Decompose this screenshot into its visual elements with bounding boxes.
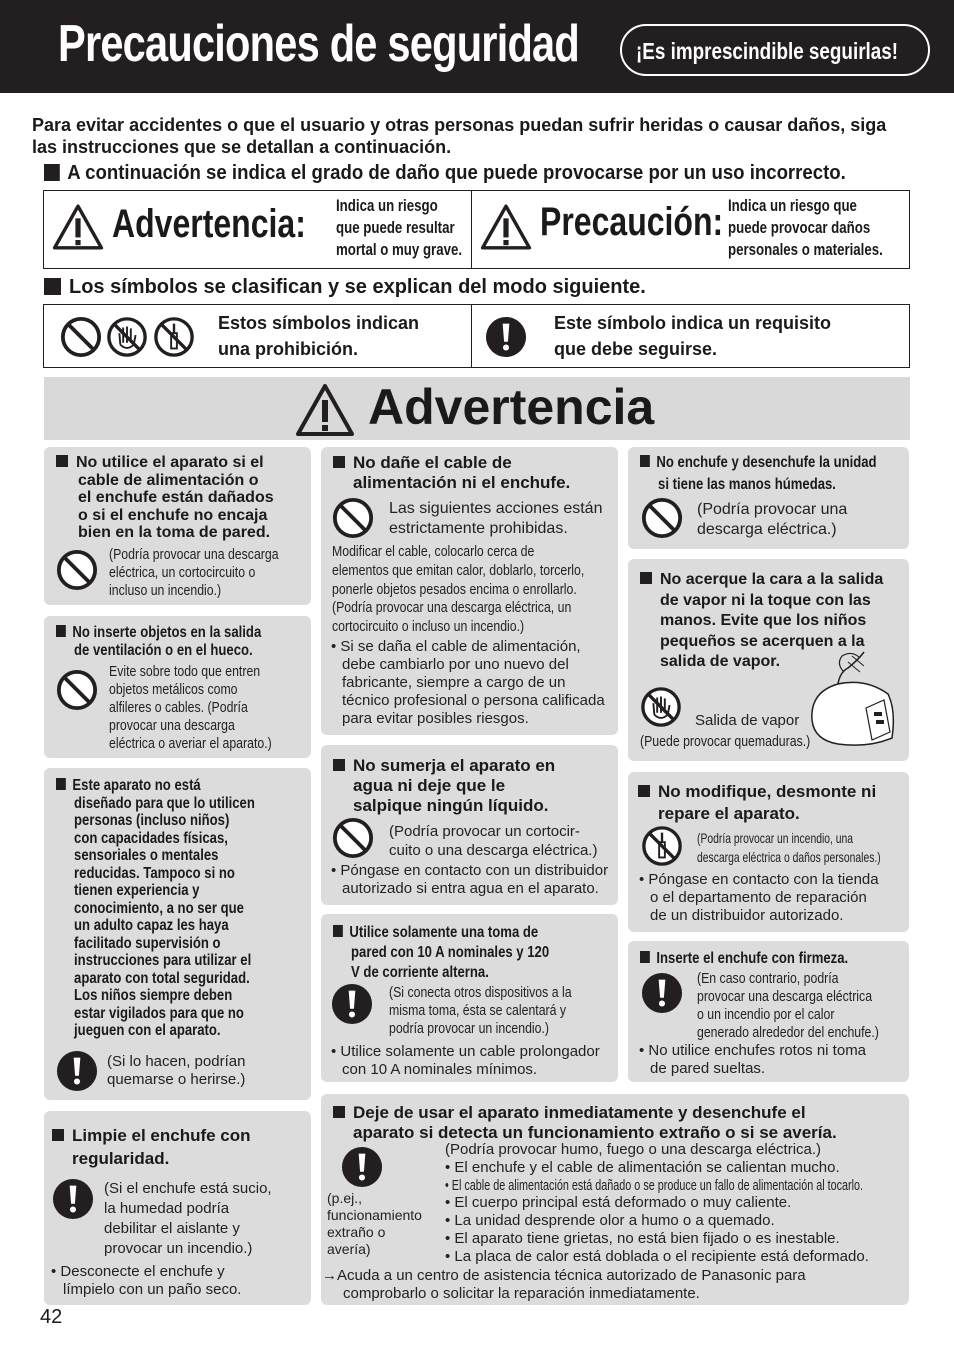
intro-text: Para evitar accidentes o que el usuario y otras personas puedan sufrir heridas o causar daños, siga las instrucciones que se detallan a continuación. [32, 115, 887, 157]
prohibition-icon [56, 549, 98, 591]
mandatory-icon [341, 1146, 383, 1188]
steam-vent-label: Salida de vapor [695, 712, 800, 729]
section-heading-damage: A continuación se indica el grado de daño que puede provocarse por un uso incorrecto. [44, 162, 846, 185]
card-title: Utilice solamente una toma de pared con 10 A nominales y 120 V de corriente alterna. [333, 923, 597, 983]
section-heading-symbols: Los símbolos se clasifican y se explican del modo siguiente. [44, 276, 646, 299]
card-bullet: • Póngase en contacto con un distribuidor autorizado si entra agua en el aparato. [331, 862, 609, 897]
square-bullet-icon [56, 455, 68, 467]
no-disassemble-icon [641, 825, 683, 867]
card-title: No enchufe y desenchufe la unidad si tiene las manos húmedas. [640, 452, 929, 496]
card-note: (Podría provocar una descarga eléctrica, un cortocircuito o incluso un incendio.) [109, 546, 279, 599]
no-disassemble-icon [153, 316, 195, 358]
card-title: No utilice el aparato si el cable de alimentación o el enchufe están dañados o si el enchufe no encaja bien en la toma de pared. [56, 454, 274, 542]
card-title: Inserte el enchufe con firmeza. [640, 950, 894, 968]
card-note: (Si conecta otros dispositivos a la misma toma, ésta se calentará y podría provocar un incendio.) [389, 984, 572, 1037]
card-note: (Podría provocar una descarga eléctrica.) [697, 501, 848, 538]
card-note: (Podría provocar un cortocir- cuito o una descarga eléctrica.) [389, 823, 598, 859]
warning-triangle-icon [52, 203, 104, 251]
card-title: Limpie el enchufe con regularidad. [52, 1124, 251, 1170]
card-title: Este aparato no está diseñado para que lo utilicen personas (incluso niños) con capacidades físicas, sensoriales o mentales reducidas. Tampoco si no tienen experiencia y conocimiento, a no ser que un adulto capaz les haya facilitado supervisión o instrucciones para utilizar el aparato con total seguridad. Los niños siempre deben estar vigilados para que no jueguen con el aparato. [56, 777, 298, 1040]
malfunction-example: (p.ej., funcionamiento extraño o avería) [327, 1190, 422, 1257]
mandatory-icon [485, 316, 527, 358]
card-title: No sumerja el aparato en agua ni deje que le salpique ningún líquido. [333, 756, 555, 816]
square-bullet-icon [56, 778, 66, 790]
card-title: No modifique, desmonte ni repare el aparato. [638, 781, 876, 825]
warning-banner-title: Advertencia [368, 379, 655, 435]
card-note: (Si el enchufe está sucio, la humedad podría debilitar el aislante y provocar un incendio.) [104, 1180, 272, 1257]
square-bullet-icon [44, 278, 61, 295]
square-bullet-icon [333, 456, 345, 468]
prohibition-icon [332, 497, 374, 539]
card-bullet: • Utilice solamente un cable prolongador con 10 A nominales mínimos. [331, 1043, 600, 1078]
square-bullet-icon [638, 785, 650, 797]
divider [471, 304, 472, 368]
card-body: Modificar el cable, colocarlo cerca de elementos que emitan calor, doblarlo, torcerlo, ponerle objetos pesados encima o enrollarlo. (Podría provocar una descarga eléctrica, un cortocircuito o incluso un incendio.) [332, 543, 585, 636]
page-number: 42 [40, 1306, 63, 1328]
card-bullet: • Si se daña el cable de alimentación, debe cambiarlo por uno nuevo del fabricante, siempre a cargo de un técnico profesional o persona calificada para evitar posibles riesgos. [331, 638, 605, 727]
square-bullet-icon [56, 625, 66, 637]
prohibition-icon [332, 817, 374, 859]
card-title: No dañe el cable de alimentación ni el enchufe. [333, 453, 570, 493]
square-bullet-icon [640, 455, 650, 467]
card-bullet: • Desconecte el enchufe y límpielo con un paño seco. [51, 1263, 242, 1298]
header-badge: ¡Es imprescindible seguirlas! [620, 24, 930, 76]
card-title: No acerque la cara a la salida de vapor ni la toque con las manos. Evite que los niños pequeños se acerquen a la salida de vapor. [640, 570, 883, 673]
mandatory-icon [56, 1050, 98, 1092]
divider [471, 190, 472, 269]
warning-level-label: Advertencia: [112, 202, 306, 246]
card-note: Evite sobre todo que entren objetos metálicos como alfileres o cables. (Podría provocar una descarga eléctrica o averiar el aparato.) [109, 663, 272, 752]
mandatory-icon [331, 983, 373, 1025]
no-touch-icon [640, 686, 682, 728]
header-bar [0, 0, 954, 93]
square-bullet-icon [640, 951, 650, 963]
square-bullet-icon [333, 925, 343, 937]
card-title: No inserte objetos en la salida de ventilación o en el hueco. [56, 624, 306, 659]
card-bullet: • No utilice enchufes rotos ni toma de pared sueltas. [639, 1042, 867, 1077]
caution-triangle-icon [480, 203, 532, 251]
square-bullet-icon [640, 572, 652, 584]
card-title: Deje de usar el aparato inmediatamente y desenchufe el aparato si detecta un funcionamiento extraño o si se avería. [333, 1103, 837, 1143]
warning-triangle-icon [294, 383, 356, 437]
page-title: Precauciones de seguridad [58, 15, 580, 73]
requirement-desc: Este símbolo indica un requisito que debe seguirse. [554, 313, 832, 359]
square-bullet-icon [333, 759, 345, 771]
card-note: (Puede provocar quemaduras.) [640, 733, 811, 750]
card-note: (Podría provocar un incendio, una descarga eléctrica o daños personales.) [697, 830, 881, 865]
prohibition-icon [56, 669, 98, 711]
caution-level-desc: Indica un riesgo que puede provocar daños personales o materiales. [728, 196, 883, 259]
mandatory-icon [52, 1178, 94, 1220]
malfunction-list: (Podría provocar humo, fuego o una descarga eléctrica.) • El enchufe y el cable de alimentación se calientan mucho. • El cable de alimentación está dañado o se produce un fallo de alimentación al tocarlo. • El cuerpo principal está deformado o muy caliente. • La unidad desprende olor a humo o a quemado. • El aparato tiene grietas, no está bien fijado o es inestable. • La placa de calor está doblada o el recipiente está deformado. [445, 1141, 869, 1265]
card-note: (Si lo hacen, podrían quemarse o herirse.) [107, 1053, 246, 1088]
square-bullet-icon [44, 164, 60, 181]
card-note: (En caso contrario, podría provocar una descarga eléctrica o un incendio por el calor generado alrededor del enchufe.) [697, 970, 879, 1041]
card-note: Las siguientes acciones están estrictamente prohibidas. [389, 500, 603, 537]
square-bullet-icon [52, 1129, 64, 1141]
warning-level-desc: Indica un riesgo que puede resultar mortal o muy grave. [336, 196, 463, 259]
caution-level-label: Precaución: [540, 200, 724, 244]
prohibition-icon [60, 316, 102, 358]
prohibition-icon [641, 497, 683, 539]
card-bullet: • Póngase en contacto con la tienda o el departamento de reparación de un distribuidor autorizado. [639, 871, 879, 924]
prohibition-desc: Estos símbolos indican una prohibición. [218, 313, 420, 359]
no-touch-icon [106, 316, 148, 358]
malfunction-action: →Acuda a un centro de asistencia técnica autorizado de Panasonic para comprobarlo o solicitar la reparación inmediatamente. [322, 1267, 806, 1302]
mandatory-icon [641, 972, 683, 1014]
square-bullet-icon [333, 1106, 345, 1118]
